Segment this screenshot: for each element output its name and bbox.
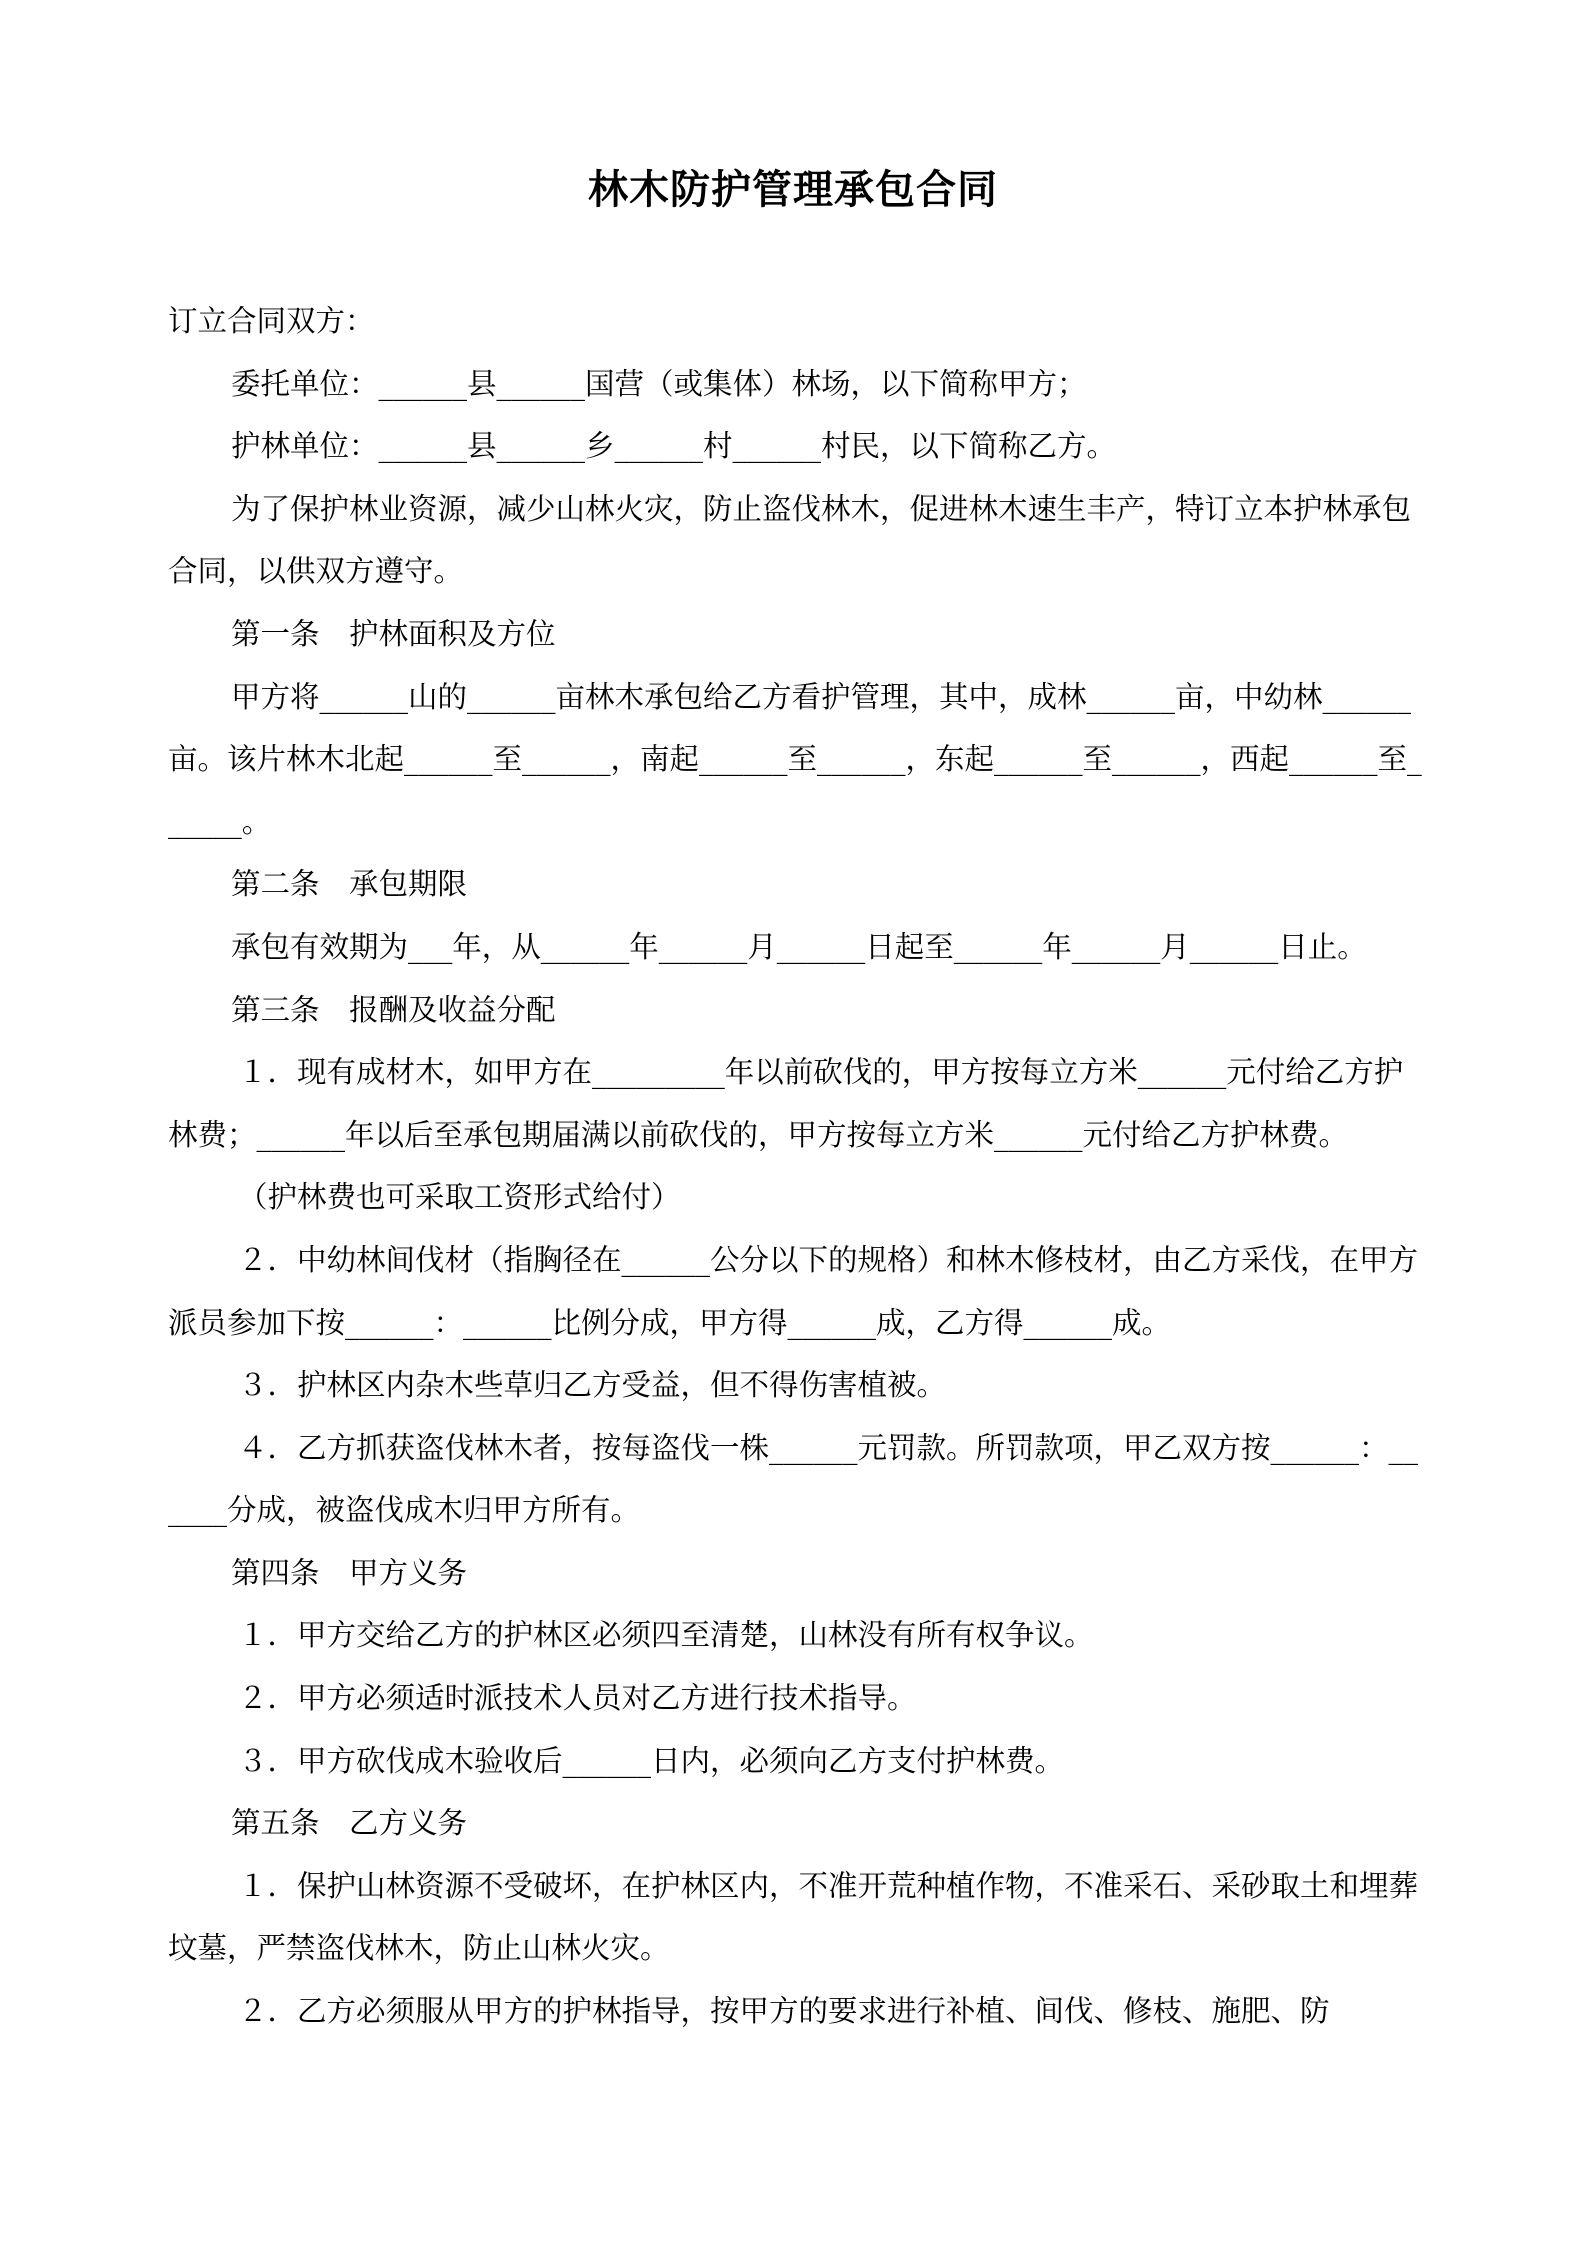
article-4-item-3: ３．甲方砍伐成木验收后______日内，必须向乙方支付护林费。 — [238, 1743, 1065, 1778]
party-b-line: 护林单位：______县______乡______村______村民，以下简称乙方。 — [231, 429, 1117, 464]
article-3-heading: 第三条 报酬及收益分配 — [231, 992, 556, 1027]
parties-heading: 订立合同双方： — [168, 304, 375, 338]
article-1-heading: 第一条 护林面积及方位 — [231, 616, 556, 651]
article-3-note: （护林费也可采取工资形式给付） — [238, 1180, 681, 1215]
article-5-heading: 第五条 乙方义务 — [231, 1806, 468, 1841]
party-a-line: 委托单位：______县______国营（或集体）林场，以下简称甲方； — [231, 366, 1087, 401]
article-3-item-1: １．现有成材木，如甲方在_________年以前砍伐的，甲方按每立方米______元付给乙方护林费；______年以后至承包期届满以前砍伐的，甲方按每立方米______元付给乙方护林费。 — [168, 1055, 1404, 1152]
article-2-body: 承包有效期为___年，从______年______月______日起至______年______月______日止。 — [231, 929, 1367, 964]
document-title: 林木防护管理承包合同 — [588, 167, 998, 213]
article-4-heading: 第四条 甲方义务 — [231, 1555, 468, 1590]
preamble-paragraph: 为了保护林业资源，减少山林火灾，防止盗伐林木，促进林木速生丰产，特订立本护林承包合同，以供双方遵守。 — [168, 491, 1412, 589]
article-2-heading: 第二条 承包期限 — [231, 867, 468, 902]
article-3-item-2: ２．中幼林间伐材（指胸径在______公分以下的规格）和林木修枝材，由乙方采伐，在甲方派员参加下按______：______比例分成，甲方得______成，乙方得______成。 — [168, 1242, 1419, 1340]
article-5-item-2: ２．乙方必须服从甲方的护林指导，按甲方的要求进行补植、间伐、修枝、施肥、防 — [238, 1994, 1330, 2029]
article-5-item-1: １．保护山林资源不受破坏，在护林区内，不准开荒种植作物，不准采石、采砂取土和埋葬坟墓，严禁盗伐林木，防止山林火灾。 — [168, 1868, 1419, 1966]
article-4-item-2: ２．甲方必须适时派技术人员对乙方进行技术指导。 — [238, 1681, 917, 1716]
article-3-item-4: ４．乙方抓获盗伐林木者，按每盗伐一株______元罚款。所罚款项，甲乙双方按______：______分成，被盗伐成木归甲方所有。 — [168, 1430, 1419, 1528]
article-4-item-1: １．甲方交给乙方的护林区必须四至清楚，山林没有所有权争议。 — [238, 1618, 1094, 1653]
article-1-body: 甲方将______山的______亩林木承包给乙方看护管理，其中，成林______亩，中幼林______亩。该片林木北起______至______，南起______至______，东起______至______，西起______至______。 — [168, 679, 1422, 839]
document-body — [168, 290, 1428, 2043]
article-3-item-3: ３．护林区内杂木些草归乙方受益，但不得伤害植被。 — [238, 1368, 947, 1403]
